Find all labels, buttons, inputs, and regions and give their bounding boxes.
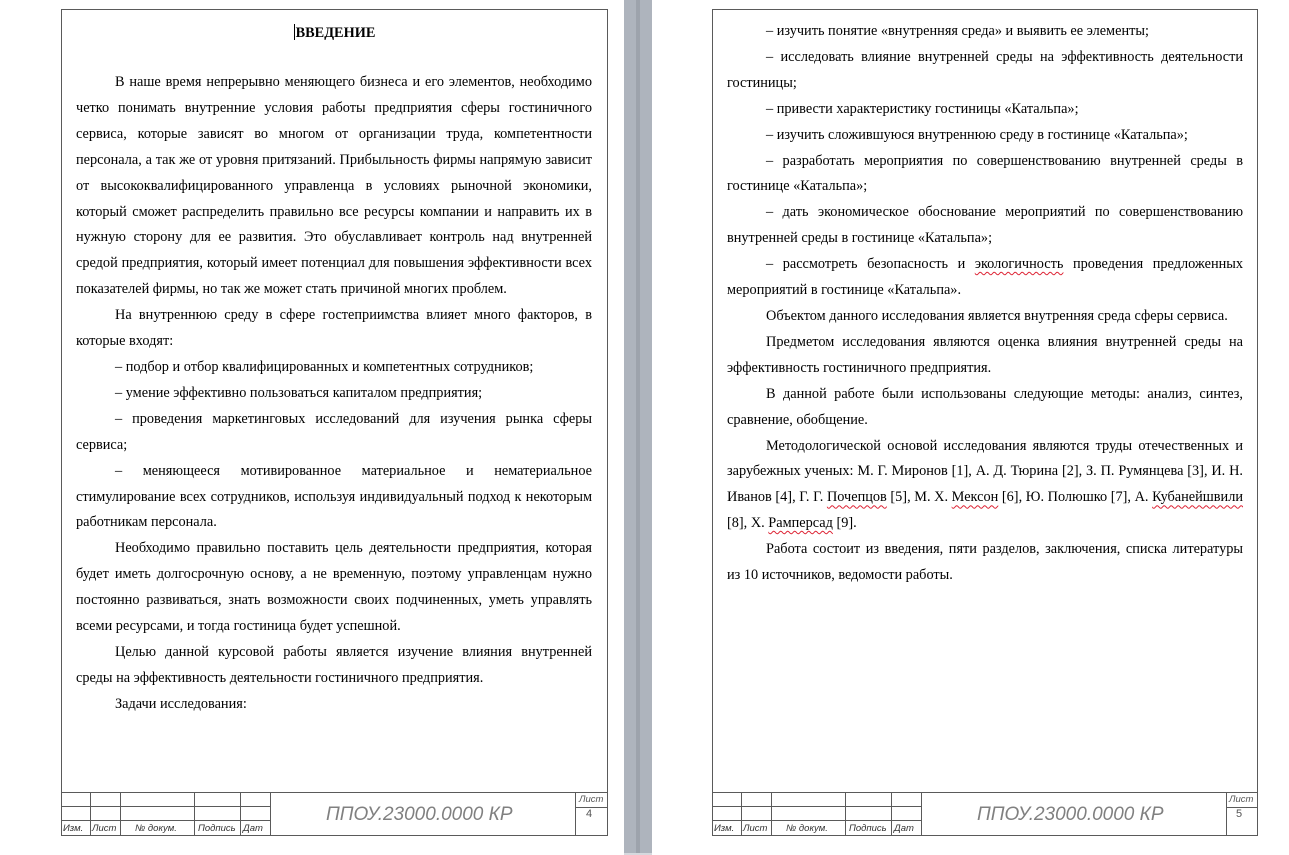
paragraph: Задачи исследования: <box>115 695 247 712</box>
heading-introduction: ВВЕДЕНИЕ <box>295 25 376 41</box>
list-item: – исследовать влияние внутренней среды на эффективность деятельности гостиницы; <box>727 48 1243 91</box>
list-item: – умение эффективно пользоваться капиталом предприятия; <box>115 384 483 401</box>
stamp-label-doc-number: № докум. <box>135 823 177 834</box>
title-block <box>61 792 608 836</box>
page-5-body[interactable] <box>727 19 1243 589</box>
page-number: 5 <box>1236 808 1243 820</box>
page-4-body[interactable] <box>76 70 592 718</box>
paragraph: Необходимо правильно поставить цель деятельности предприятия, которая будет иметь долгосрочную основу, а не временную, поэтому управленцам нужно постоянно развиваться, знать возможности своих подчиненных, уметь управлять всеми ресурсами, и тогда гостиница будет успешной. <box>76 540 592 635</box>
stamp-label-sheet: Лист <box>92 823 117 834</box>
paragraph: На внутреннюю среду в сфере гостеприимства влияет много факторов, в которые входят: <box>76 307 592 350</box>
paragraph: Объектом данного исследования является внутренняя среда сферы сервиса. <box>766 307 1228 324</box>
list-item: – изучить понятие «внутренняя среда» и выявить ее элементы; <box>766 23 1149 39</box>
stamp-label-change: Изм. <box>714 823 735 834</box>
paragraph: Работа состоит из введения, пяти разделов, заключения, списка литературы из 10 источников, ведомости работы. <box>727 541 1243 584</box>
page-gap <box>624 0 652 855</box>
list-item: – дать экономическое обоснование мероприятий по совершенствованию внутренней среды в гостинице «Катальпа»; <box>727 204 1243 247</box>
paragraph: Предметом исследования являются оценка влияния внутренней среды на эффективность гостиничного предприятия. <box>727 333 1243 376</box>
stamp-label-sheet: Лист <box>743 823 768 834</box>
stamp-sheet-label: Лист <box>579 794 604 805</box>
list-item: – изучить сложившуюся внутреннюю среду в гостинице «Катальпа»; <box>766 126 1188 143</box>
stamp-sheet-label: Лист <box>1229 794 1254 805</box>
stamp-label-change: Изм. <box>63 823 84 834</box>
stamp-label-doc-number: № докум. <box>786 823 828 834</box>
paragraph: Методологической основой исследования являются труды отечественных и зарубежных ученых: М. Г. Миронов [1], А. Д. Тюрина [2], З. П. Румянцева [3], И. Н. Иванов [4], Г. Г. Почепцов [5], М. Х. Мексон [6], Ю. Полюшко [7], А. Кубанейшвили [8], Х. Рамперсад [9]. <box>727 437 1243 532</box>
paragraph: Целью данной курсовой работы является изучение влияния внутренней среды на эффективность деятельности гостиничного предприятия. <box>76 643 592 686</box>
list-item: – рассмотреть безопасность и экологичность проведения предложенных мероприятий в гостинице «Катальпа». <box>727 256 1244 299</box>
list-item: – разработать мероприятия по совершенствованию внутренней среды в гостинице «Катальпа»; <box>727 152 1243 195</box>
title-block <box>712 792 1258 836</box>
list-item: – подбор и отбор квалифицированных и компетентных сотрудников; <box>115 358 534 375</box>
stamp-label-signature: Подпись <box>198 823 236 834</box>
list-item: – проведения маркетинговых исследований для изучения рынка сферы сервиса; <box>76 410 592 453</box>
stamp-label-signature: Подпись <box>849 823 887 834</box>
text-cursor <box>294 24 295 40</box>
page-number: 4 <box>586 808 593 820</box>
document-code: ППОУ.23000.0000 КР <box>977 804 1164 825</box>
stamp-label-date: Дат <box>243 823 263 834</box>
stamp-label-date: Дат <box>894 823 914 834</box>
list-item: – привести характеристику гостиницы «Катальпа»; <box>766 100 1079 117</box>
document-code: ППОУ.23000.0000 КР <box>326 804 513 825</box>
paragraph: В наше время непрерывно меняющего бизнеса и его элементов, необходимо четко понимать внутренние условия работы предприятия сферы гостиничного сервиса, которые зависят во многом от организации труда, компетентности персонала, а так же от уровня притязаний. Прибыльность фирмы напрямую зависит от высококвалифицированного управленца в условиях рыночной экономики, который сможет распределить правильно все ресурсы компании и направить их в нужную сторону для ее развития. Это обуславливает контроль над внутренней средой предприятия, который имеет потенциал для повышения эффективности всех показателей фирмы, но так же может стать причиной многих проблем. <box>76 74 592 298</box>
list-item: – меняющееся мотивированное материальное и нематериальное стимулирование всех сотрудников, используя индивидуальный подход к некоторым работникам персонала. <box>76 462 592 531</box>
paragraph: В данной работе были использованы следующие методы: анализ, синтез, сравнение, обобщение. <box>727 385 1243 428</box>
